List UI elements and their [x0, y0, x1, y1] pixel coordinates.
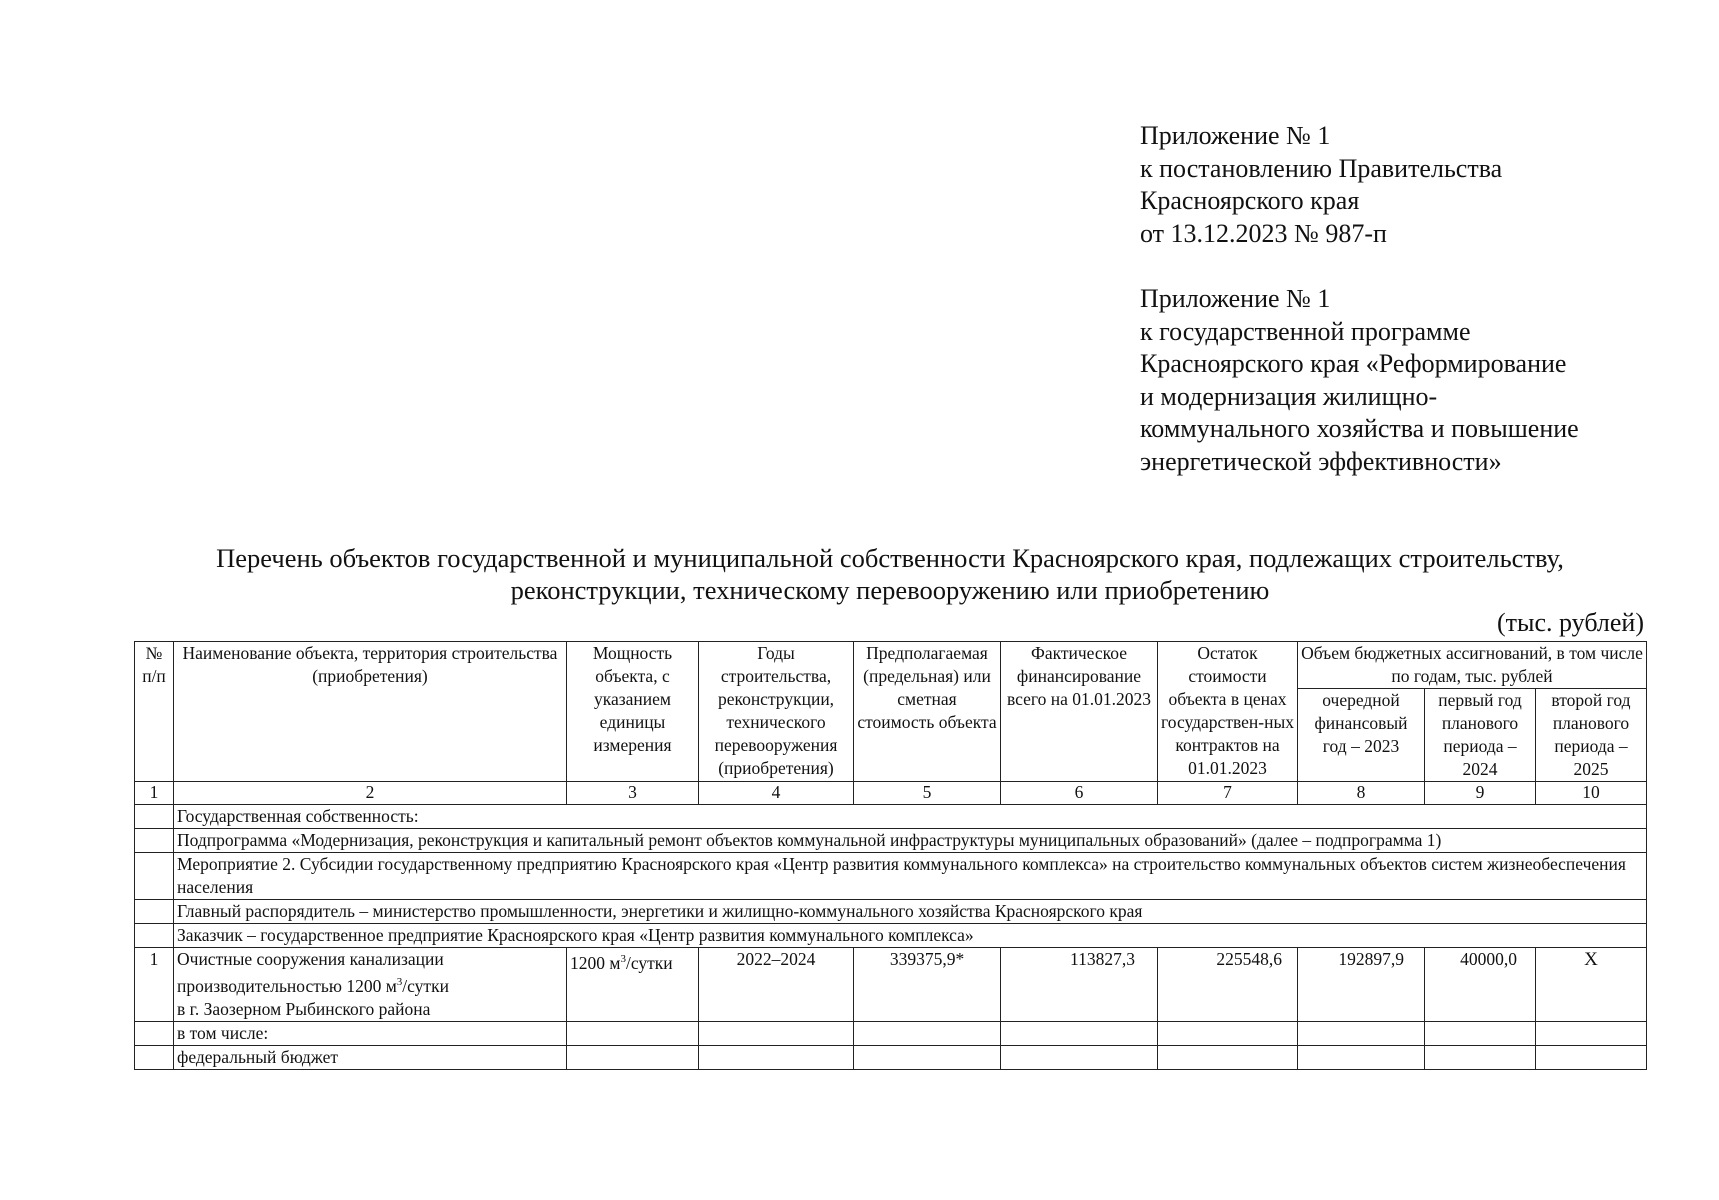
empty-cell [699, 1021, 854, 1045]
empty-cell [135, 805, 174, 829]
empty-cell [567, 1045, 699, 1069]
superscript: 3 [620, 953, 626, 965]
empty-cell [567, 1021, 699, 1045]
column-number: 5 [854, 782, 1001, 805]
sub-row-label: в том числе: [174, 1021, 567, 1045]
column-number: 7 [1158, 782, 1298, 805]
object-budget-2024: 40000,0 [1425, 948, 1536, 1022]
empty-cell [1425, 1045, 1536, 1069]
section-chief-manager: Главный распорядитель – министерство промышленности, энергетики и жилищно-коммунального хозяйства Красноярского края [174, 900, 1647, 924]
empty-cell [135, 853, 174, 900]
appendix-line: к государственной программе [1140, 316, 1471, 346]
header-year-2025: второй год планового периода – 2025 [1536, 689, 1647, 782]
empty-cell [1298, 1045, 1425, 1069]
column-number: 8 [1298, 782, 1425, 805]
empty-cell [135, 829, 174, 853]
appendix-line: и модернизация жилищно- [1140, 381, 1438, 411]
appendix-line: Красноярского края «Реформирование [1140, 349, 1567, 378]
header-years: Годы строительства, реконструкции, технического перевооружения (приобретения) [699, 642, 854, 782]
appendix-line: Приложение № 1 [1140, 284, 1331, 313]
column-number: 9 [1425, 782, 1536, 805]
appendix-line: от 13.12.2023 № 987-п [1140, 218, 1387, 248]
appendix-line: энергетической эффективности» [1140, 446, 1502, 476]
title-line-2: реконструкции, техническому перевооружению или приобретению [510, 575, 1270, 605]
empty-cell [135, 1045, 174, 1069]
empty-cell [1536, 1021, 1647, 1045]
column-number: 4 [699, 782, 854, 805]
object-budget-2023: 192897,9 [1298, 948, 1425, 1022]
object-capacity [567, 948, 699, 1022]
section-subprogram: Подпрограмма «Модернизация, реконструкция и капитальный ремонт объектов коммунальной инфраструктуры муниципальных образований» (далее – подпрограмма 1) [174, 829, 1647, 853]
section-row [135, 829, 1647, 853]
objects-table [134, 641, 1647, 1070]
object-name-line [177, 971, 563, 998]
column-number: 3 [567, 782, 699, 805]
empty-cell [1158, 1045, 1298, 1069]
appendix-line: Красноярского края [1140, 186, 1360, 215]
header-actual-financing: Фактическое финансирование всего на 01.01.2023 [1001, 642, 1158, 782]
table-row [135, 1045, 1647, 1069]
document-title [130, 542, 1650, 606]
appendix-line: коммунального хозяйства и повышение [1140, 414, 1579, 443]
header-budget-group: Объем бюджетных ассигнований, в том числе по годам, тыс. рублей [1298, 642, 1647, 689]
column-number-row [135, 782, 1647, 805]
empty-cell [699, 1045, 854, 1069]
capacity-text: /сутки [625, 952, 673, 973]
object-name-line: в г. Заозерном Рыбинского района [177, 998, 431, 1019]
column-number: 2 [174, 782, 567, 805]
empty-cell [1158, 1021, 1298, 1045]
section-row [135, 924, 1647, 948]
superscript: 3 [396, 976, 403, 988]
empty-cell [1425, 1021, 1536, 1045]
section-row [135, 805, 1647, 829]
header-name: Наименование объекта, территория строительства (приобретения) [174, 642, 567, 782]
object-name [174, 948, 567, 1022]
header-number: № п/п [135, 642, 174, 782]
object-budget-2025: Х [1536, 948, 1647, 1022]
object-cost: 339375,9* [854, 948, 1001, 1022]
header-cost: Предполагаемая (предельная) или сметная стоимость объекта [854, 642, 1001, 782]
header-capacity: Мощность объекта, с указанием единицы измерения [567, 642, 699, 782]
object-years: 2022–2024 [699, 948, 854, 1022]
object-name-text: /сутки [402, 975, 449, 996]
title-line-1: Перечень объектов государственной и муниципальной собственности Красноярского края, подлежащих строительству, [216, 543, 1564, 573]
capacity-text: 1200 м [570, 952, 621, 973]
empty-cell [1001, 1045, 1158, 1069]
section-measure: Мероприятие 2. Субсидии государственному предприятию Красноярского края «Центр развития коммунального комплекса» на строительство коммунальных объектов систем жизнеобеспечения населения [174, 853, 1647, 900]
appendix-line: к постановлению Правительства [1140, 153, 1503, 183]
empty-cell [135, 900, 174, 924]
table-row [135, 1021, 1647, 1045]
appendix-line: Приложение № 1 [1140, 121, 1331, 150]
section-state-property: Государственная собственность: [174, 805, 1647, 829]
object-name-line: Очистные сооружения канализации [177, 949, 444, 969]
object-number: 1 [135, 948, 174, 1022]
section-row [135, 900, 1647, 924]
object-actual-financing: 113827,3 [1001, 948, 1158, 1022]
empty-cell [1001, 1021, 1158, 1045]
section-row [135, 853, 1647, 900]
header-remaining-cost: Остаток стоимости объекта в ценах государствен-ных контрактов на 01.01.2023 [1158, 642, 1298, 782]
object-name-text: производительностью 1200 м [177, 975, 397, 996]
header-year-2024: первый год планового периода – 2024 [1425, 689, 1536, 782]
header-year-2023: очередной финансовый год – 2023 [1298, 689, 1425, 782]
units-label: (тыс. рублей) [1496, 608, 1644, 637]
sub-row-label: федеральный бюджет [174, 1045, 567, 1069]
empty-cell [135, 924, 174, 948]
appendix-program [1140, 283, 1579, 478]
empty-cell [854, 1021, 1001, 1045]
empty-cell [1298, 1021, 1425, 1045]
column-number: 10 [1536, 782, 1647, 805]
empty-cell [135, 1021, 174, 1045]
column-number: 6 [1001, 782, 1158, 805]
appendix-decree [1140, 120, 1502, 250]
section-customer: Заказчик – государственное предприятие Красноярского края «Центр развития коммунального комплекса» [174, 924, 1647, 948]
empty-cell [854, 1045, 1001, 1069]
table-row [135, 948, 1647, 1022]
column-number: 1 [135, 782, 174, 805]
empty-cell [1536, 1045, 1647, 1069]
object-remaining-cost: 225548,6 [1158, 948, 1298, 1022]
